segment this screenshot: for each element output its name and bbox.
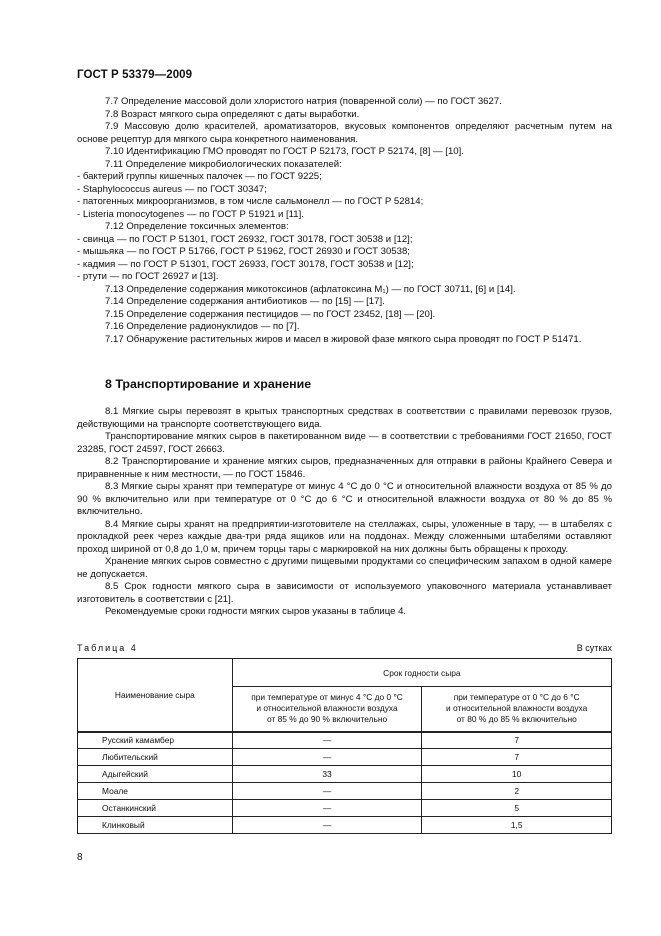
list-item: - патогенных микроорганизмов, в том числе сальмонелл — по ГОСТ Р 52814; (77, 196, 424, 207)
column-header-line: от 85 % до 90 % включительно (266, 714, 388, 725)
column-header-name: Наименование сыра (78, 659, 233, 732)
table-row (78, 817, 612, 834)
page-number: 8 (77, 852, 83, 863)
shelf-life-warm-cell: 7 (422, 749, 612, 766)
table-unit: В сутках (576, 643, 612, 653)
clause-7-7: 7.7 Определение массовой доли хлористого натрия (поваренной соли) — по ГОСТ 3627. (105, 96, 502, 107)
clause-7-14: 7.14 Определение содержания антибиотиков — по [15] — [17]. (105, 296, 385, 307)
shelf-life-warm-cell: 5 (422, 800, 612, 817)
clause-8-2: 8.2 Транспортирование и хранение мягких сыров, предназначенных для отправки в районы Крайнего Севера и приравненные к ним местности, — по ГОСТ 15846. (77, 456, 612, 480)
cheese-name-cell: Моале (78, 783, 233, 800)
list-item: - Listeria monocytogenes — по ГОСТ Р 51921 и [11]. (77, 208, 304, 220)
shelf-life-cold-cell: 33 (232, 766, 422, 783)
shelf-life-cold-cell: — (232, 800, 422, 817)
section-8-heading: 8 Транспортирование и хранение (105, 377, 312, 391)
paragraph: Хранение мягких сыров совместно с другими пищевыми продуктами со специфическим запахом в одной камере не допускается. (77, 556, 612, 580)
cheese-name-cell: Клинковый (78, 817, 233, 834)
clause-8-1: 8.1 Мягкие сыры перевозят в крытых транспортных средствах в соответствии с правилами перевозок грузов, действующими на транспорте соответствующего вида. (77, 406, 612, 430)
clause-7-15: 7.15 Определение содержания пестицидов — по ГОСТ 23452, [18] — [20]. (105, 308, 436, 320)
table-row (78, 783, 612, 800)
paragraph: Рекомендуемые сроки годности мягких сыров указаны в таблице 4. (105, 606, 407, 617)
document-header: ГОСТ Р 53379—2009 (77, 69, 193, 81)
shelf-life-table (77, 658, 612, 834)
column-header-line: и относительной влажности воздуха (256, 703, 398, 714)
column-header-line: при температуре от 0 °С до 6 °С (453, 692, 580, 703)
column-header-line: при температуре от минус 4 °С до 0 °С (251, 692, 403, 703)
clause-8-3: 8.3 Мягкие сыры хранят при температуре от минус 4 °С до 0 °С и относительной влажности воздуха от 85 % до 90 % включительно или при температуре от 0 °С до 6 °С и относительной влажности воздуха от 80 % до 85 % включительно. (77, 481, 612, 517)
shelf-life-cold-cell: — (232, 749, 422, 766)
clause-7-11: 7.11 Определение микробиологических показателей: (105, 158, 342, 170)
table-row (78, 766, 612, 783)
clause-7-12: 7.12 Определение токсичных элементов: (105, 221, 289, 232)
clause-7-16: 7.16 Определение радионуклидов — по [7]. (105, 321, 300, 332)
list-item: - бактерий группы кишечных палочек — по ГОСТ 9225; (77, 171, 322, 182)
shelf-life-cold-cell: — (232, 817, 422, 834)
shelf-life-warm-cell: 1,5 (422, 817, 612, 834)
cheese-name-cell: Останкинский (78, 800, 233, 817)
table-row (78, 749, 612, 766)
list-item: - свинца — по ГОСТ Р 51301, ГОСТ 26932, ГОСТ 30178, ГОСТ 30538 и [12]; (77, 233, 413, 245)
shelf-life-cold-cell: — (232, 783, 422, 800)
clause-7-9: 7.9 Массовую долю красителей, ароматизаторов, вкусовых компонентов определяют расчетным путем на основе рецептур для мягкого сыра конкретного наименования. (77, 121, 612, 145)
table-row (78, 732, 612, 749)
column-group-header: Срок годности сыра (232, 659, 611, 687)
list-item: - кадмия — по ГОСТ Р 51301, ГОСТ 26933, ГОСТ 30178, ГОСТ 30538 и [12]; (77, 258, 414, 270)
shelf-life-cold-cell: — (232, 732, 422, 749)
shelf-life-warm-cell: 2 (422, 783, 612, 800)
table-caption: Таблица 4 (77, 643, 138, 653)
paragraph: Транспортирование мягких сыров в пакетированном виде — в соответствии с требованиями ГОСТ 21650, ГОСТ 23285, ГОСТ 24597, ГОСТ 26663. (77, 431, 612, 455)
clause-7-10: 7.10 Идентификацию ГМО проводят по ГОСТ Р 52173, ГОСТ Р 52174, [8] — [10]. (105, 146, 464, 157)
table-row (78, 800, 612, 817)
column-header-warm (422, 687, 612, 732)
list-item: - Staphylococcus aureus — по ГОСТ 30347; (77, 183, 267, 195)
shelf-life-warm-cell: 10 (422, 766, 612, 783)
list-item: - мышьяка — по ГОСТ Р 51766, ГОСТ Р 51962, ГОСТ 26930 и ГОСТ 30538; (77, 246, 410, 257)
clause-8-5: 8.5 Срок годности мягкого сыра в зависимости от используемого упаковочного материала устанавливает изготовитель в соответствии с [21]. (77, 581, 612, 605)
section-8-body (77, 406, 612, 619)
clause-7-8: 7.8 Возраст мягкого сыра определяют с даты выработки. (105, 108, 360, 120)
cheese-name-cell: Адыгейский (78, 766, 233, 783)
section-7-continuation (77, 96, 612, 346)
cheese-name-cell: Русский камамбер (78, 732, 233, 749)
cheese-name-cell: Любительский (78, 749, 233, 766)
shelf-life-warm-cell: 7 (422, 732, 612, 749)
clause-7-17: 7.17 Обнаружение растительных жиров и масел в жировой фазе мягкого сыра проводят по ГОСТ Р 51471. (105, 333, 582, 345)
column-header-line: и относительной влажности воздуха (446, 703, 588, 714)
column-header-cold (232, 687, 422, 732)
clause-7-13: 7.13 Определение содержания микотоксинов (афлатоксина M₁) — по ГОСТ 30711, [6] и [14]. (105, 283, 516, 295)
list-item: - ртути — по ГОСТ 26927 и [13]. (77, 271, 219, 282)
clause-8-4: 8.4 Мягкие сыры хранят на предприятии-изготовителе на стеллажах, сыры, уложенные в тару, — в штабелях с прокладкой реек через каждые два-три ряда ящиков или на поддонах. Между сложенными штабелями оставляют проход шириной от 0,8 до 1,0 м, причем торцы тары с маркировкой на них должны быть обращены к проходу. (77, 518, 612, 555)
column-header-line: от 80 % до 85 % включительно (456, 714, 577, 725)
